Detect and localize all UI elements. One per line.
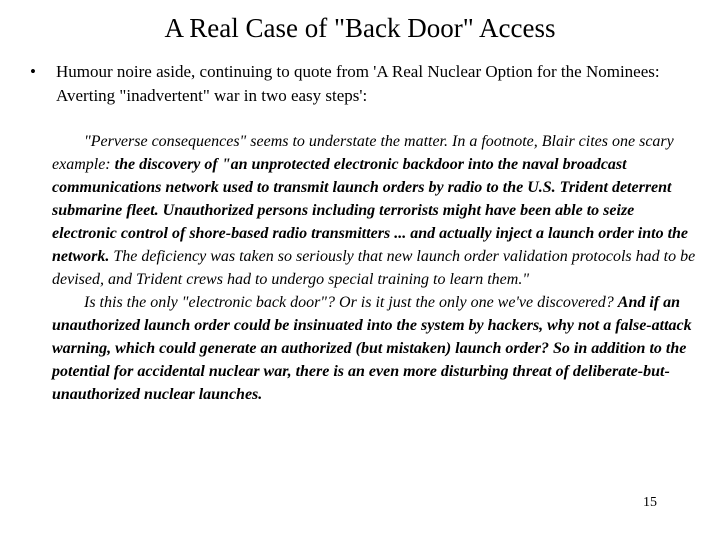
quote-p1-text-2: The deficiency was taken so seriously that new launch order validation protocols had to be devised, and Trident crews had to undergo special training to learn them." [52,248,696,288]
quote-block [52,130,700,406]
slide-title: A Real Case of "Back Door" Access [164,13,556,43]
quote-p1-bold: the discovery of "an unprotected electronic backdoor into the naval broadcast communications network used to transmit launch orders by radio to the U.S. Trident deterrent submarine fleet. Unauthorized persons including terrorists might have been able to seize electronic control of shore-based radio transmitters ... and actually inject a launch order into the network. [52,156,689,265]
bullet-text: Humour noire aside, continuing to quote from 'A Real Nuclear Option for the Nominees: Averting "inadvertent" war in two easy steps': [56,62,660,105]
quote-paragraph-2 [52,291,700,406]
quote-paragraph-1 [52,130,700,291]
quote-p2-text: Is this the only "electronic back door"? Or is it just the only one we've discovered? [84,294,618,311]
quote-p1-text-1: "Perverse consequences" seems to understate the matter. In a footnote, Blair cites one scary example: [52,133,674,173]
bullet-symbol: • [30,62,36,81]
page-number: 15 [643,495,657,510]
quote-p2-bold: And if an unauthorized launch order could be insinuated into the system by hackers, why not a false-attack warning, which could generate an authorized (but mistaken) launch order? So in addition to the potential for accidental nuclear war, there is an even more disturbing threat of deliberate-but-unauthorized nuclear launches. [52,294,692,403]
